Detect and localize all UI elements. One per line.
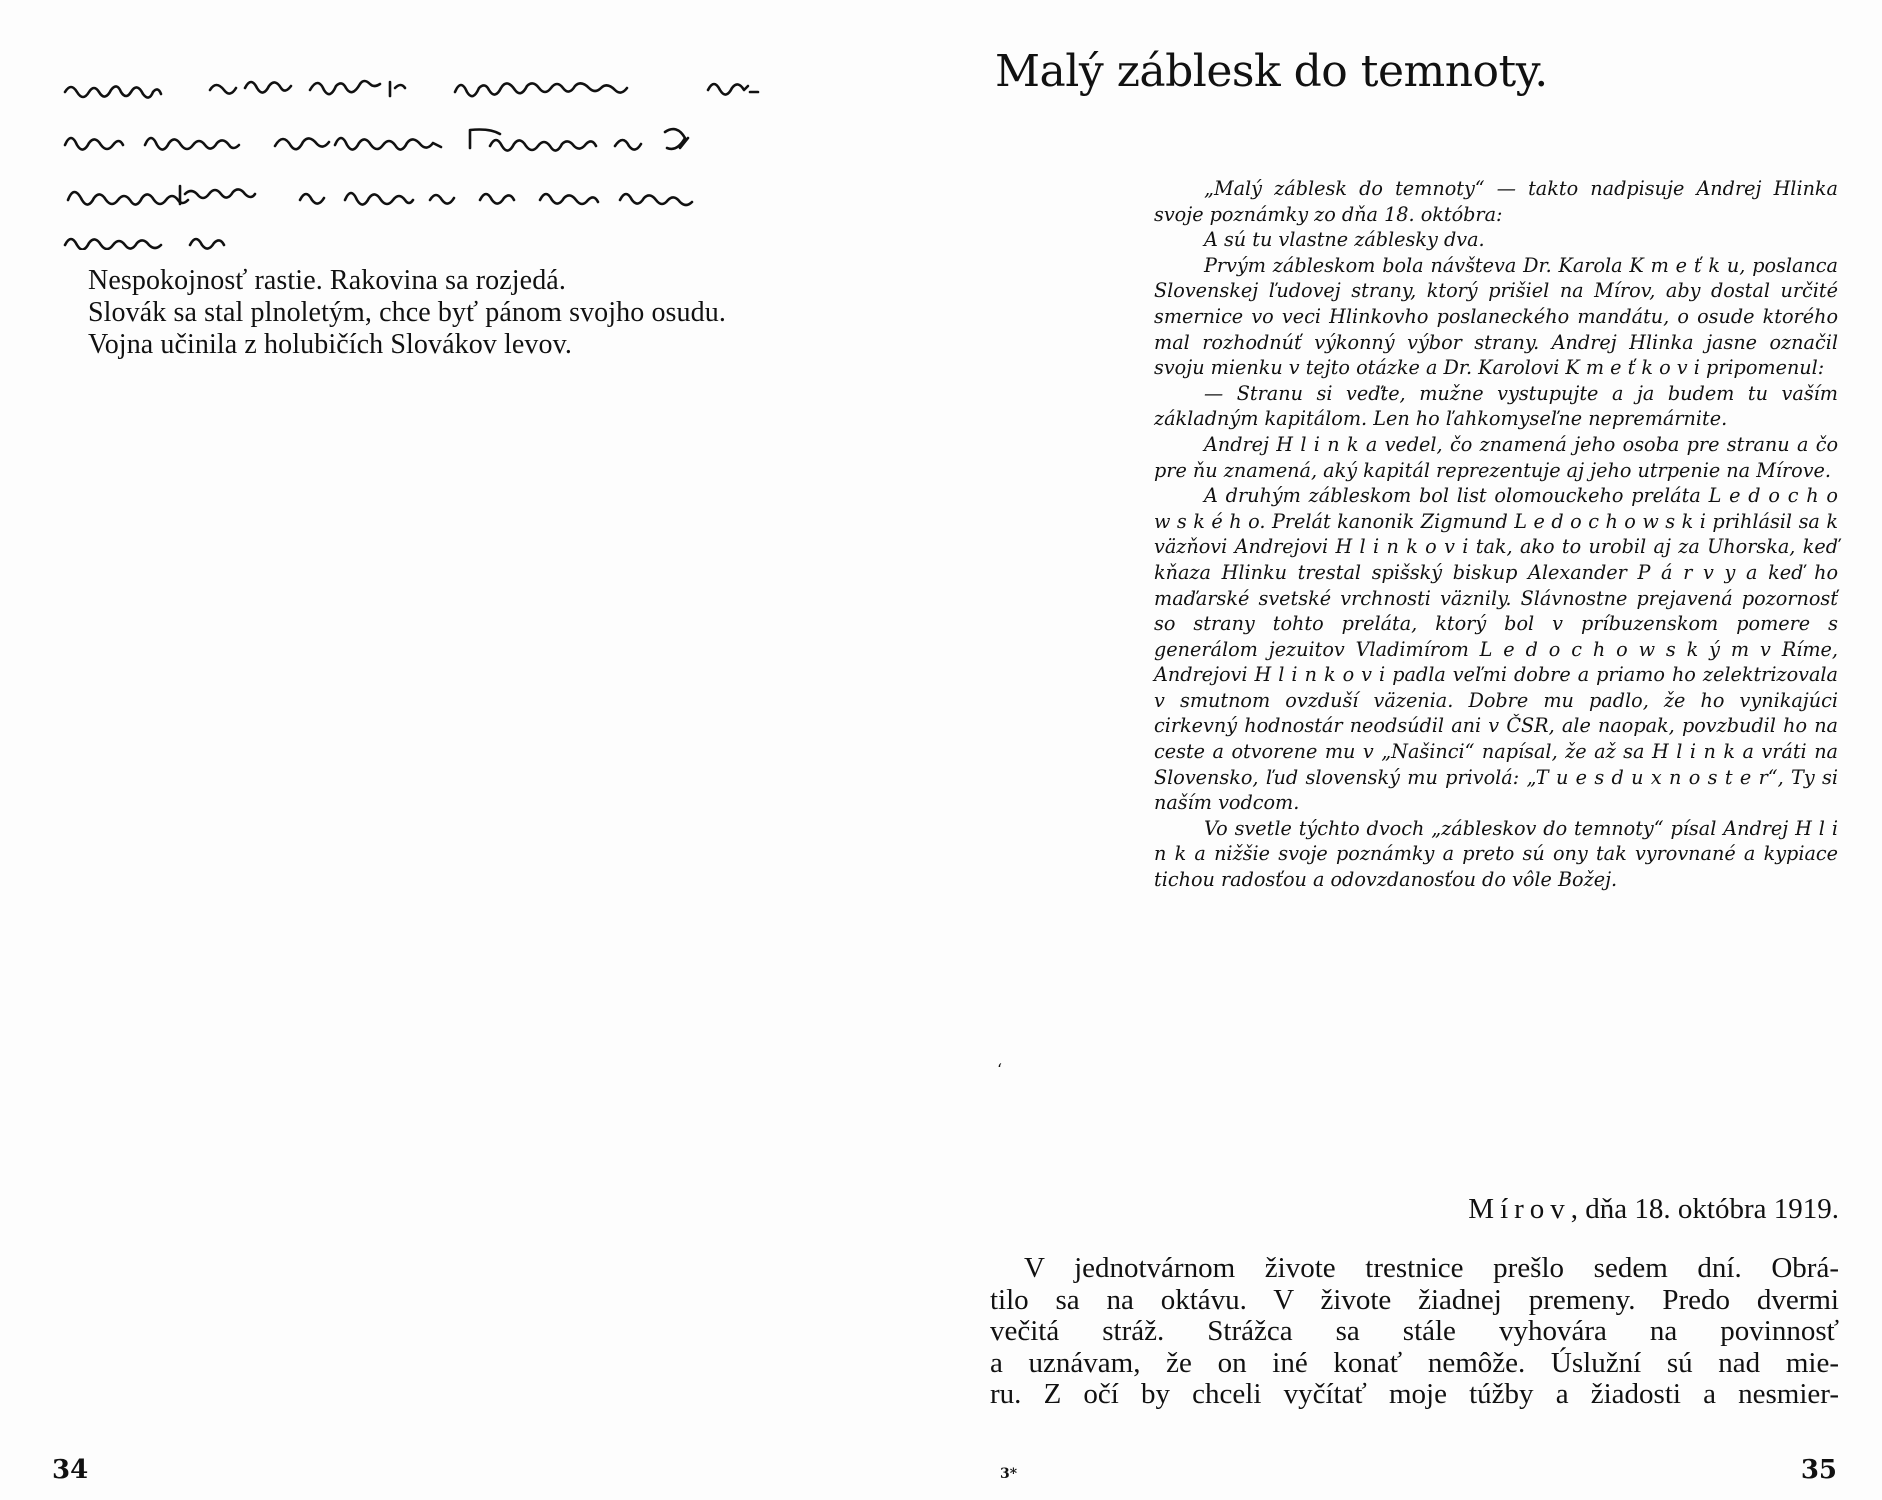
intro-paragraph: „Malý záblesk do temnoty“ — takto nadpisuje Andrej Hlinka svoje poznámky zo dňa 18. októbra:	[1154, 177, 1838, 226]
page-number-left: 34	[52, 1455, 89, 1485]
dateline-place: Mírov	[1468, 1193, 1571, 1225]
left-page-text	[88, 265, 908, 361]
stray-ink-mark: ‘	[997, 1060, 1003, 1079]
text-line: V jednotvárnom živote trestnice prešlo sedem dní. Obrá-	[1024, 1252, 1839, 1284]
text-line: ru. Z očí by chceli vyčítať moje túžby a žiadosti a nesmier-	[990, 1378, 1839, 1410]
intro-paragraph: A sú tu vlastne záblesky dva.	[1204, 228, 1485, 252]
page-number-right: 35	[1800, 1455, 1837, 1485]
intro-paragraph: Vo svetle týchto dvoch „zábleskov do temnoty“ písal Andrej H l i n k a nižšie svoje poznámky a preto sú ony tak vyrovnané a kypiace tichou radosťou a odovzdanosťou do vôle Božej.	[1154, 816, 1838, 892]
text-line: Nespokojnosť rastie. Rakovina sa rozjedá.	[88, 265, 566, 296]
intro-paragraph: Andrej H l i n k a vedel, čo znamená jeho osoba pre stranu a čo pre ňu znamená, aký kapitál reprezentuje aj jeho utrpenie na Mírove.	[1154, 432, 1838, 482]
editor-introduction	[1154, 176, 1838, 893]
chapter-heading: Malý záblesk do temnoty.	[995, 46, 1548, 97]
dateline	[1468, 1193, 1839, 1226]
text-line: tilo sa na oktávu. V živote žiadnej premeny. Predo dvermi	[990, 1283, 1839, 1316]
diary-text	[990, 1253, 1839, 1411]
text-line: Vojna učinila z holubičích Slovákov levov.	[88, 329, 573, 360]
text-line: Slovák sa stal plnoletým, chce byť pánom svojho osudu.	[88, 297, 726, 328]
text-line: večitá stráž. Strážca sa stále vyhovára na povinnosť	[990, 1315, 1839, 1347]
handwritten-note-image	[60, 60, 900, 250]
intro-paragraph: A druhým zábleskom bol list olomouckeho preláta L e d o c h o w s k é h o. Prelát kanonik Zigmund L e d o c h o w s k i prihlásil sa k väzňovi Andrejovi H l i n k o v i tak, ako to urobil aj za Uhorska, keď kňaza Hlinku trestal spišský biskup Alexander P á r v y a keď ho maďarské svetské vrchnosti väznily. Slávnostne prejavená pozornosť so strany tohto preláta, ktorý bol v príbuzenskom pomere s generálom jezuitov Vladimírom L e d o c h o w s k ý m v Ríme, Andrejovi H l i n k o v i padla veľmi dobre a priamo ho zelektrizovala v smutnom ovzduší väzenia. Dobre mu padlo, že ho vynikajúci cirkevný hodnostár neodsúdil ani v ČSR, ale naopak, povzbudil ho na ceste a otvorene mu v „Našinci“ napísal, že až sa H l i n k a vráti na Slovensko, ľud slovenský mu privolá: „T u e s d u x n o s t e r“, Ty si naším vodcom.	[1154, 484, 1838, 815]
dateline-date: , dňa 18. októbra 1919.	[1570, 1193, 1839, 1225]
text-line: a uznávam, že on iné konať nemôže. Úslužní sú nad mie-	[990, 1346, 1839, 1379]
intro-paragraph: Prvým zábleskom bola návšteva Dr. Karola K m e ť k u, poslanca Slovenskej ľudovej strany, ktorý prišiel na Mírov, aby dostal určité smernice vo veci Hlinkovho poslaneckého mandátu, o osude ktorého mal rozhodnúť výkonný výbor strany. Andrej Hlinka jasne označil svoju mienku v tejto otázke a Dr. Karolovi K m e ť k o v i pripomenul:	[1154, 253, 1838, 380]
intro-paragraph: — Stranu si veďte, mužne vystupujte a ja budem tu vaším základným kapitálom. Len ho ľahkomyseľne nepremárnite.	[1154, 381, 1838, 431]
printer-signature-mark: 3*	[1000, 1466, 1018, 1482]
